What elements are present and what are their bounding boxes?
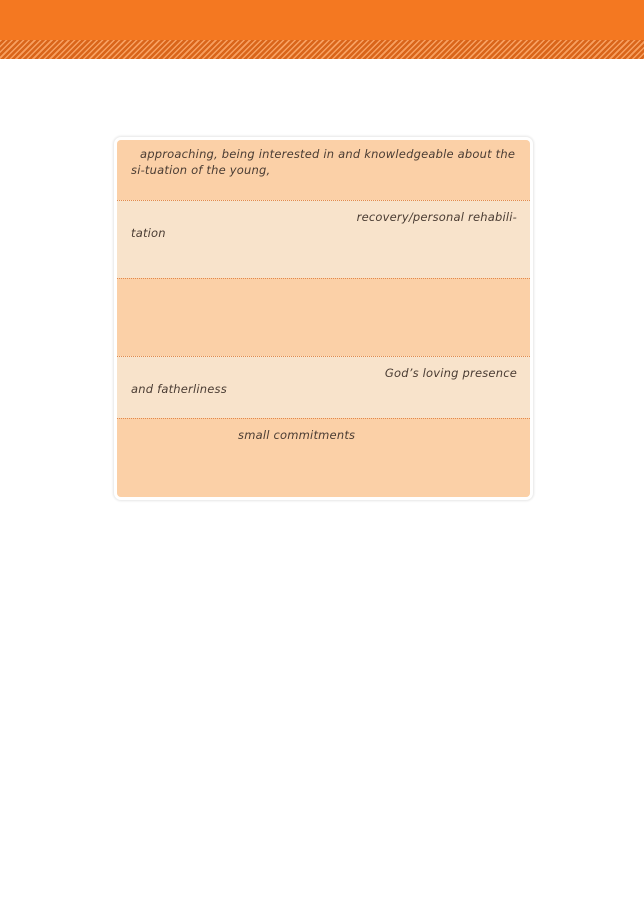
card-row-3 — [117, 278, 530, 356]
card-row-1 — [117, 140, 530, 200]
card-row-2 — [117, 200, 530, 278]
row-4-text-line-2: and fatherliness — [131, 382, 227, 396]
row-1-text: approaching, being interested in and knowledgeable about the si-tuation of the young, — [131, 147, 516, 177]
row-5-text: small commitments — [238, 428, 356, 442]
content-card — [114, 137, 533, 500]
row-4-text-line-1: God’s loving presence — [384, 366, 517, 380]
card-row-4 — [117, 356, 530, 418]
row-2-text-line-2: tation — [131, 226, 166, 240]
header-hatch-strip — [0, 40, 644, 59]
row-2-text-line-1: recovery/personal rehabili- — [356, 210, 517, 224]
header-band — [0, 0, 644, 40]
card-row-5 — [117, 418, 530, 497]
